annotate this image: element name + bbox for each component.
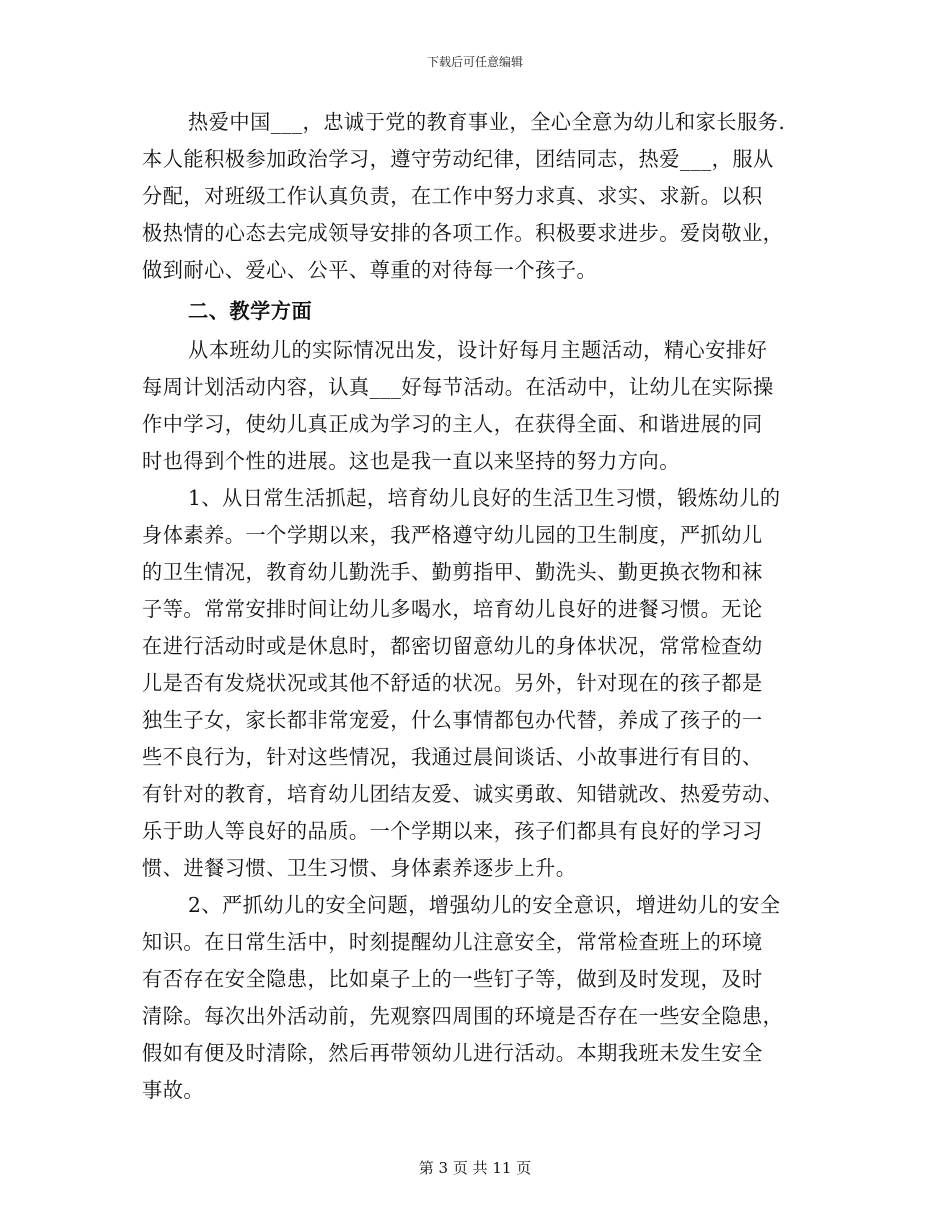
- text-line: 乐于助人等良好的品质。一个学期以来，孩子们都具有良好的学习习: [142, 819, 763, 843]
- text-line: 身体素养。一个学期以来，我严格遵守幼儿园的卫生制度，严抓幼儿: [142, 523, 763, 547]
- text-line: 子等。常常安排时间让幼儿多喝水，培育幼儿良好的进餐习惯。无论: [142, 597, 763, 621]
- text-line: 知识。在日常生活中，时刻提醒幼儿注意安全，常常检查班上的环境: [142, 930, 763, 954]
- text-line: 有否存在安全隐患，比如桌子上的一些钉子等，做到及时发现，及时: [142, 967, 763, 991]
- text-line: 事故。: [142, 1078, 205, 1102]
- text-line: 分配，对班级工作认真负责，在工作中努力求真、求实、求新。以积: [142, 184, 763, 208]
- text-line: 儿是否有发烧状况或其他不舒适的状况。另外，针对现在的孩子都是: [142, 671, 763, 695]
- text-line: 每周计划活动内容，认真___好每节活动。在活动中，让幼儿在实际操: [142, 375, 774, 399]
- text-line: 在进行活动时或是休息时，都密切留意幼儿的身体状况，常常检查幼: [142, 634, 763, 658]
- page-header-note: 下载后可任意编辑: [426, 55, 523, 69]
- text-line: 热爱中国___，忠诚于党的教育事业，全心全意为幼儿和家长服务.: [188, 110, 786, 134]
- text-line: 些不良行为，针对这些情况，我通过晨间谈话、小故事进行有目的、: [142, 745, 763, 769]
- text-line: 惯、进餐习惯、卫生习惯、身体素养逐步上升。: [142, 856, 577, 880]
- text-line: 有针对的教育，培育幼儿团结友爱、诚实勇敢、知错就改、热爱劳动、: [142, 782, 784, 806]
- text-line: 2、严抓幼儿的安全问题，增强幼儿的安全意识，增进幼儿的安全: [188, 893, 781, 917]
- text-line: 极热情的心态去完成领导安排的各项工作。积极要求进步。爱岗敬业，: [142, 221, 784, 245]
- text-line: 作中学习，使幼儿真正成为学习的主人，在获得全面、和谐进展的同: [142, 412, 763, 436]
- text-line: 本人能积极参加政治学习，遵守劳动纪律，团结同志，热爱___，服从: [142, 147, 774, 171]
- text-line: 做到耐心、爱心、公平、尊重的对待每一个孩子。: [142, 258, 598, 282]
- text-line: 的卫生情况，教育幼儿勤洗手、勤剪指甲、勤洗头、勤更换衣物和袜: [142, 560, 763, 584]
- text-line: 独生子女，家长都非常宠爱，什么事情都包办代替，养成了孩子的一: [142, 708, 763, 732]
- section-heading: 二、教学方面: [188, 299, 313, 323]
- text-line: 假如有便及时清除，然后再带领幼儿进行活动。本期我班未发生安全: [142, 1041, 763, 1065]
- text-line: 1、从日常生活抓起，培育幼儿良好的生活卫生习惯，锻炼幼儿的: [188, 486, 781, 510]
- text-line: 从本班幼儿的实际情况出发，设计好每月主题活动，精心安排好: [188, 338, 768, 362]
- text-line: 清除。每次出外活动前，先观察四周围的环境是否存在一些安全隐患，: [142, 1004, 784, 1028]
- page-number: 第 3 页 共 11 页: [418, 1159, 532, 1177]
- text-line: 时也得到个性的进展。这也是我一直以来坚持的努力方向。: [142, 449, 680, 473]
